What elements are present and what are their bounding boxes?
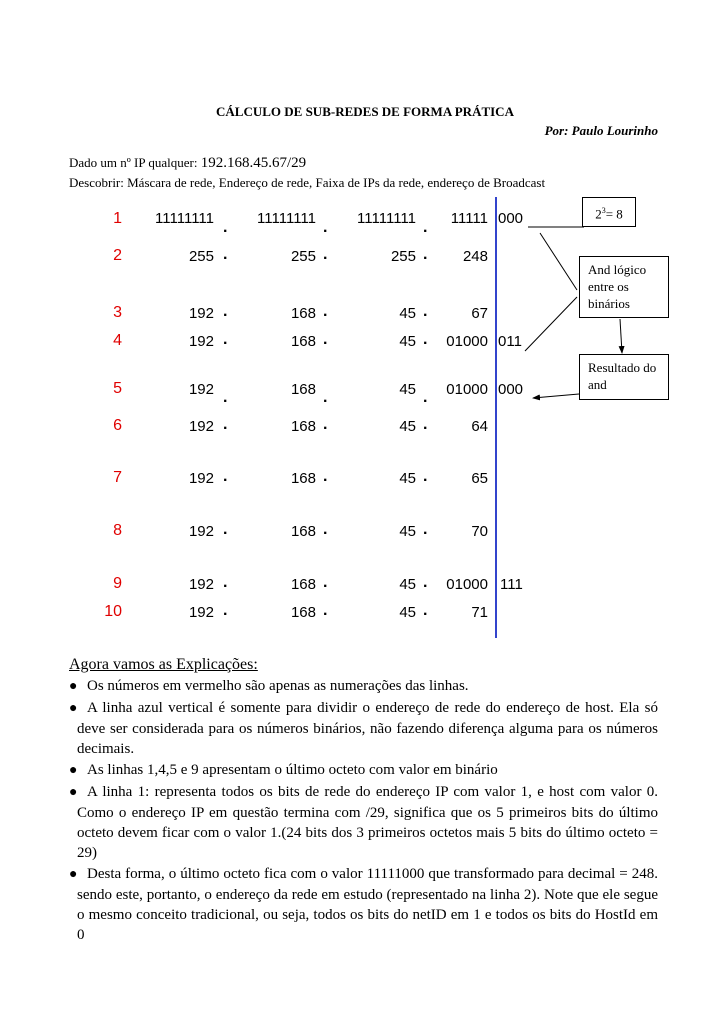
host-bits: 011 — [498, 333, 522, 350]
list-item: ● Desta forma, o último octeto fica com o valor 11111000 que transformado para decimal = 248. sendo este, portanto, o endereço da rede em estudo (representado na linha 2). Note que ele segue o mesmo conceito tradicional, ou seja, todos os bits do netID em 1 e todos os bits do HostId em 0 — [69, 866, 658, 943]
octet-4: 11111 — [450, 210, 488, 227]
line-number: 8 — [113, 522, 122, 539]
explanations-heading: Agora vamos as Explicações: — [69, 656, 258, 673]
line-number: 3 — [113, 304, 122, 321]
octet-4: 01000 — [446, 333, 488, 350]
octet-3: 45 — [399, 381, 416, 398]
octet-separator: . — [223, 303, 228, 320]
octet-separator: . — [223, 521, 228, 538]
host-bits: 000 — [498, 210, 524, 227]
octet-separator: . — [423, 468, 428, 485]
power-base: 2 — [595, 206, 602, 222]
octet-3: 45 — [399, 470, 416, 487]
page-title: CÁLCULO DE SUB-REDES DE FORMA PRÁTICA — [216, 104, 514, 119]
octet-separator: . — [423, 389, 428, 406]
octet-2: 168 — [290, 470, 316, 487]
octet-separator: . — [323, 219, 328, 236]
line-number: 1 — [113, 210, 122, 227]
line-number: 6 — [113, 417, 122, 434]
octet-3: 45 — [399, 418, 416, 435]
octet-1: 192 — [188, 523, 214, 540]
octet-3: 255 — [390, 248, 416, 265]
octet-separator: . — [323, 602, 328, 619]
octet-2: 168 — [290, 418, 316, 435]
connector-line-4 — [525, 297, 577, 351]
octet-separator: . — [323, 574, 328, 591]
octet-separator: . — [423, 303, 428, 320]
octet-separator: . — [423, 574, 428, 591]
octet-1: 192 — [188, 576, 214, 593]
list-item: ● As linhas 1,4,5 e 9 apresentam o último octeto com valor em binário — [69, 760, 658, 781]
octet-separator: . — [423, 331, 428, 348]
octet-4: 01000 — [446, 381, 488, 398]
octet-1: 11111111 — [155, 210, 214, 227]
and-callout: And lógico entre os binários — [579, 256, 669, 318]
octet-1: 192 — [188, 470, 214, 487]
arrow-and-to-result — [620, 319, 622, 353]
host-bits: 000 — [498, 381, 524, 398]
given-label: Dado um nº IP qualquer: — [69, 155, 198, 170]
octet-3: 45 — [399, 576, 416, 593]
octet-4: 64 — [471, 418, 488, 435]
line-number: 10 — [104, 603, 122, 620]
list-item: ● A linha 1: representa todos os bits de rede do endereço IP com valor 1, e host com valor 0. Como o endereço IP em questão termina com /29, significa que os 5 primeiros bits do último octeto devem ficar com o valor 1.(24 bits dos 3 primeiros octetos mais 5 bits do último octeto = 29) — [69, 784, 658, 861]
author: Por: Paulo Lourinho — [544, 123, 658, 138]
octet-separator: . — [223, 389, 228, 406]
octet-separator: . — [423, 219, 428, 236]
octet-separator: . — [223, 246, 228, 263]
octet-3: 45 — [399, 333, 416, 350]
octet-separator: . — [323, 331, 328, 348]
octet-separator: . — [423, 416, 428, 433]
octet-3: 45 — [399, 523, 416, 540]
octet-separator: . — [323, 416, 328, 433]
bullet-icon: ● — [69, 679, 78, 694]
given-ip: 192.168.45.67/29 — [200, 155, 307, 171]
octet-separator: . — [323, 468, 328, 485]
list-item: ● Os números em vermelho são apenas as numerações das linhas. — [69, 676, 658, 697]
octet-separator: . — [223, 468, 228, 485]
line-number: 4 — [113, 332, 122, 349]
octet-4: 01000 — [446, 576, 488, 593]
explanations-list — [69, 676, 658, 946]
octet-2: 168 — [290, 333, 316, 350]
host-bits: 111 — [500, 576, 523, 593]
octet-separator: . — [323, 246, 328, 263]
line-number: 9 — [113, 575, 122, 592]
result-callout: Resultado do and — [579, 354, 669, 400]
arrow-result-to-row5 — [533, 394, 579, 398]
octet-1: 192 — [188, 418, 214, 435]
power-exponent: 3 — [601, 206, 606, 215]
line-number: 7 — [113, 469, 122, 486]
octet-3: 45 — [399, 305, 416, 322]
octet-separator: . — [323, 521, 328, 538]
octet-separator: . — [423, 246, 428, 263]
octet-2: 168 — [290, 381, 316, 398]
octet-separator: . — [323, 303, 328, 320]
octet-1: 192 — [188, 381, 214, 398]
discover-line: Descobrir: Máscara de rede, Endereço de rede, Faixa de IPs da rede, endereço de Broadcast — [69, 175, 546, 190]
bullet-icon: ● — [69, 763, 78, 778]
octet-2: 11111111 — [257, 210, 316, 227]
octet-4: 248 — [462, 248, 488, 265]
octet-2: 168 — [290, 576, 316, 593]
bullet-icon: ● — [69, 867, 78, 882]
octet-4: 65 — [471, 470, 488, 487]
bullet-icon: ● — [69, 701, 78, 716]
connector-line-1 — [540, 233, 577, 290]
octet-3: 11111111 — [357, 210, 416, 227]
octet-2: 168 — [290, 523, 316, 540]
octet-separator: . — [223, 602, 228, 619]
octet-4: 67 — [471, 305, 488, 322]
bullet-icon: ● — [69, 785, 78, 800]
power-callout — [582, 197, 636, 227]
octet-separator: . — [223, 219, 228, 236]
octet-2: 168 — [290, 305, 316, 322]
octet-2: 255 — [290, 248, 316, 265]
octet-separator: . — [223, 331, 228, 348]
power-result: = 8 — [605, 206, 623, 222]
line-number: 2 — [113, 247, 122, 264]
octet-separator: . — [423, 602, 428, 619]
octet-separator: . — [323, 389, 328, 406]
octet-1: 192 — [188, 333, 214, 350]
list-item: ● A linha azul vertical é somente para dividir o endereço de rede do endereço de host. Ela só deve ser considerada para os números binários, não fazendo diferença alguma para os números decimais. — [69, 700, 658, 757]
octet-3: 45 — [399, 604, 416, 621]
octet-separator: . — [223, 416, 228, 433]
octet-1: 192 — [188, 604, 214, 621]
octet-4: 71 — [471, 604, 488, 621]
octet-1: 255 — [188, 248, 214, 265]
octet-separator: . — [223, 574, 228, 591]
octet-2: 168 — [290, 604, 316, 621]
octet-separator: . — [423, 521, 428, 538]
line-number: 5 — [113, 380, 122, 397]
octet-4: 70 — [471, 523, 488, 540]
octet-1: 192 — [188, 305, 214, 322]
